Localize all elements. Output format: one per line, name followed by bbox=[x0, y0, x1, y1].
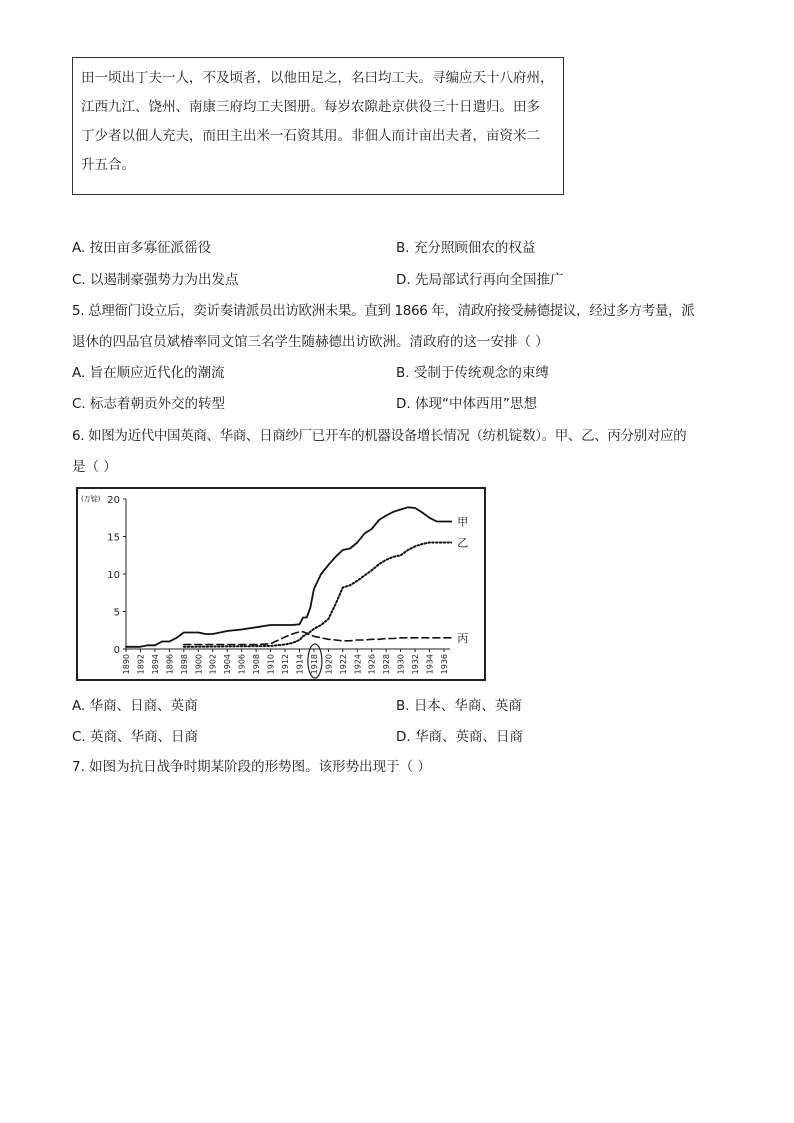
series-line-3 bbox=[184, 632, 451, 645]
q6-option-c[interactable]: C. 英商、华商、日商 bbox=[72, 729, 199, 745]
y-tick-label: 0 bbox=[113, 645, 120, 656]
x-tick-label: 1902 bbox=[208, 654, 218, 675]
x-tick-label: 1890 bbox=[122, 654, 131, 675]
x-tick-label: 1896 bbox=[165, 654, 175, 675]
y-tick-label: 15 bbox=[107, 532, 120, 544]
quote-line: 丁少者以佃人充夫，而田主出米一石资其用。非佃人而计亩出夫者，亩资米二 bbox=[81, 128, 540, 144]
y-tick-label: 10 bbox=[107, 570, 120, 581]
series-label-3: 丙 bbox=[457, 631, 469, 645]
q4-option-b[interactable]: B. 充分照顾佃农的权益 bbox=[396, 240, 536, 256]
x-tick-label: 1932 bbox=[411, 654, 421, 675]
x-tick-label: 1898 bbox=[179, 654, 189, 675]
quote-box bbox=[72, 57, 564, 195]
q4-option-d[interactable]: D. 先局部试行再向全国推广 bbox=[396, 272, 564, 288]
q6-option-d[interactable]: D. 华商、英商、日商 bbox=[396, 729, 523, 745]
series-line-1 bbox=[126, 507, 451, 647]
q4-option-a[interactable]: A. 按田亩多寡征派徭役 bbox=[72, 240, 212, 256]
x-tick-label: 1904 bbox=[223, 654, 233, 675]
x-tick-label: 1914 bbox=[295, 654, 305, 675]
chart-svg bbox=[78, 489, 484, 679]
x-tick-label: 1910 bbox=[266, 654, 276, 675]
q6-stem-line-1: 6. 如图为近代中国英商、华商、日商纱厂已开车的机器设备增长情况（纺机锭数）。甲、乙、丙分别对应的 bbox=[72, 428, 687, 444]
quote-line: 田一顷出丁夫一人，不及顷者，以他田足之，名曰均工夫。寻编应天十八府州， bbox=[81, 70, 554, 86]
x-tick-label: 1924 bbox=[353, 654, 363, 675]
quote-line: 升五合。 bbox=[81, 157, 135, 173]
quote-line: 江西九江、饶州、南康三府均工夫图册。每岁农隙赴京供役三十日遣归。田多 bbox=[81, 99, 540, 115]
x-tick-label: 1912 bbox=[281, 654, 290, 675]
x-tick-label: 1936 bbox=[440, 654, 449, 675]
q6-stem-line-2: 是（ ） bbox=[72, 459, 117, 475]
q5-option-c[interactable]: C. 标志着朝贡外交的转型 bbox=[72, 396, 226, 412]
x-tick-label: 1930 bbox=[396, 654, 406, 675]
series-label-2: 乙 bbox=[457, 536, 469, 550]
x-tick-label: 1908 bbox=[252, 654, 262, 675]
x-tick-label: 1892 bbox=[136, 654, 146, 675]
q6-option-a[interactable]: A. 华商、日商、英商 bbox=[72, 698, 198, 714]
q5-stem-line-2: 退休的四品官员斌椿率同文馆三名学生随赫德出访欧洲。清政府的这一安排（ ） bbox=[72, 334, 549, 350]
y-tick-label: 5 bbox=[113, 607, 120, 619]
x-tick-label: 1926 bbox=[367, 654, 377, 675]
x-tick-label: 1920 bbox=[324, 654, 334, 675]
series-label-1: 甲 bbox=[457, 515, 469, 529]
q4-option-c[interactable]: C. 以遏制豪强势力为出发点 bbox=[72, 272, 239, 288]
q5-option-b[interactable]: B. 受制于传统观念的束缚 bbox=[396, 365, 549, 381]
q5-stem-line-1: 5. 总理衙门设立后，奕䜣奏请派员出访欧洲未果。直到 1866 年，清政府接受赫德提议，经过多方考量，派 bbox=[72, 303, 695, 319]
q7-stem-line-1: 7. 如图为抗日战争时期某阶段的形势图。该形势出现于（ ） bbox=[72, 759, 431, 775]
q6-option-b[interactable]: B. 日本、华商、英商 bbox=[396, 698, 522, 714]
x-tick-label: 1918 bbox=[309, 654, 319, 675]
x-tick-label: 1894 bbox=[150, 654, 160, 675]
x-tick-label: 1922 bbox=[338, 654, 348, 675]
y-tick-label: 20 bbox=[107, 495, 120, 506]
x-tick-label: 1928 bbox=[382, 654, 392, 675]
q5-option-a[interactable]: A. 旨在顺应近代化的潮流 bbox=[72, 365, 225, 381]
y-axis-label: (万锭) bbox=[81, 495, 101, 503]
spindle-growth-chart bbox=[76, 487, 486, 681]
x-tick-label: 1906 bbox=[237, 654, 247, 675]
x-tick-label: 1934 bbox=[425, 654, 435, 675]
q5-option-d[interactable]: D. 体现“中体西用”思想 bbox=[396, 396, 537, 412]
x-tick-label: 1900 bbox=[194, 654, 204, 675]
